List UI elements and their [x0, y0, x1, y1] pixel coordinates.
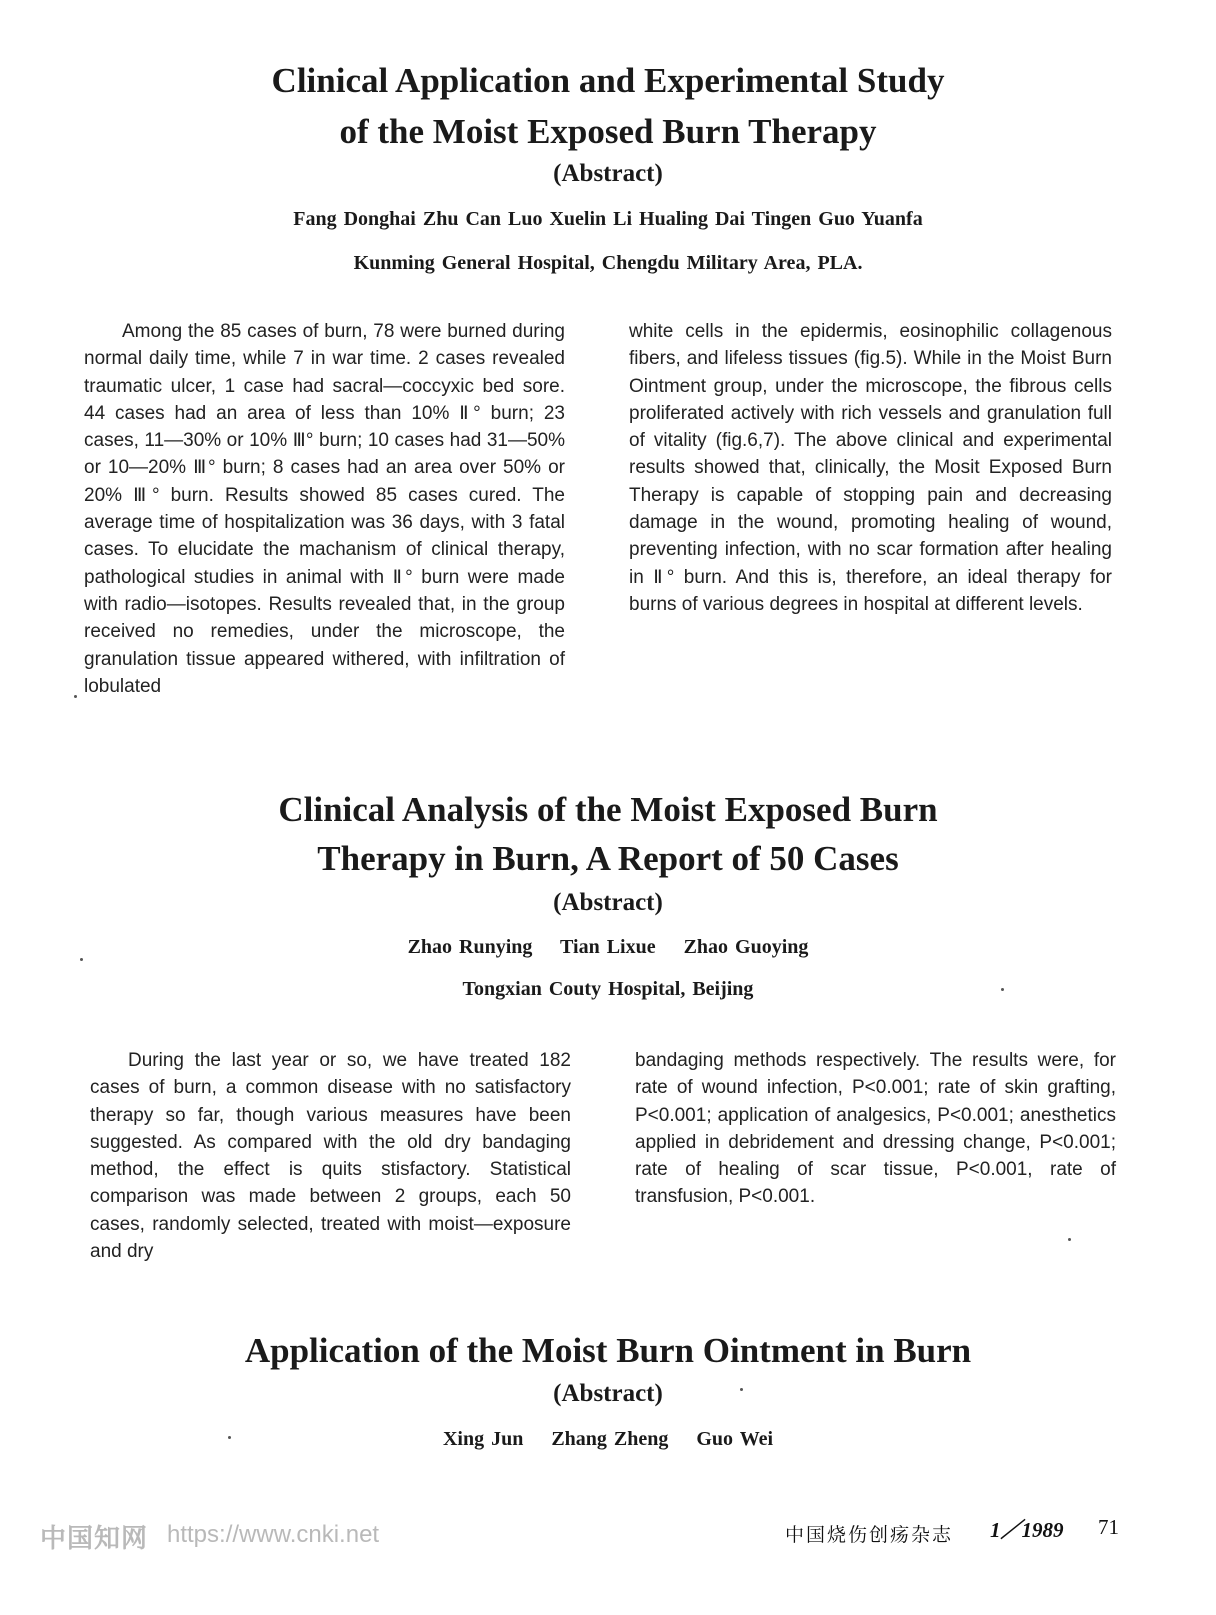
scan-speck	[80, 958, 83, 961]
issue-number: 1／1989	[990, 1518, 1064, 1542]
article1-abstract-label: (Abstract)	[553, 160, 663, 187]
scan-speck	[74, 695, 77, 698]
article2-authors: Zhao Runying Tian Lixue Zhao Guoying	[407, 936, 809, 958]
article2-abstract-label: (Abstract)	[553, 889, 663, 916]
article2-title-line1: Clinical Analysis of the Moist Exposed Burn	[278, 790, 938, 829]
scan-speck	[1001, 988, 1004, 991]
article3-abstract-label: (Abstract)	[553, 1380, 663, 1407]
scan-speck	[740, 1388, 743, 1391]
scan-speck	[1068, 1238, 1071, 1241]
article2-affiliation: Tongxian Couty Hospital, Beijing	[462, 978, 754, 1000]
article2-title-line2: Therapy in Burn, A Report of 50 Cases	[317, 839, 899, 878]
article2-column-right: bandaging methods respectively. The results were, for rate of wound infection, P<0.001; rate of skin grafting, P<0.001; application of analgesics, P<0.001; anesthetics applied in debridement and dressing change, P<0.001; rate of healing of scar tissue, P<0.001, rate of transfusion, P<0.001.	[635, 1050, 1116, 1208]
journal-name: 中国烧伤创疡杂志	[785, 1524, 954, 1546]
cnki-watermark-url: https://www.cnki.net	[167, 1521, 380, 1548]
article1-title-line2: of the Moist Exposed Burn Therapy	[339, 112, 877, 151]
article1-column-left: Among the 85 cases of burn, 78 were burned during normal daily time, while 7 in war time. 2 cases revealed traumatic ulcer, 1 case had sacral—coccyxic bed sore. 44 cases had an area of less than 10% Ⅱ° burn; 23 cases, 11—30% or 10% Ⅲ° burn; 10 cases had 31—50% or 10—20% Ⅲ° burn; 8 cases had an area over 50% or 20% Ⅲ° burn. Results showed 85 cases cured. The average time of hospitalization was 36 days, with 3 fatal cases. To elucidate the machanism of clinical therapy, pathological studies in animal with Ⅱ° burn were made with radio—isotopes. Results revealed that, in the group received no remedies, under the microscope, the granulation tissue appeared withered, with infiltration of lobulated	[84, 321, 565, 697]
article1-affiliation: Kunming General Hospital, Chengdu Military Area, PLA.	[353, 252, 863, 274]
article1-authors: Fang Donghai Zhu Can Luo Xuelin Li Hualing Dai Tingen Guo Yuanfa	[293, 208, 923, 230]
article1-column-right: white cells in the epidermis, eosinophilic collagenous fibers, and lifeless tissues (fig.5). While in the Moist Burn Ointment group, under the microscope, the fibrous cells proliferated actively with rich vessels and granulation full of vitality (fig.6,7). The above clinical and experimental results showed that, clinically, the Mosit Exposed Burn Therapy is capable of stopping pain and decreasing damage in the wound, promoting healing of wound, preventing infection, with no scar formation after healing in Ⅱ° burn. And this is, therefore, an ideal therapy for burns of various degrees in hospital at different levels.	[629, 321, 1112, 615]
page-number: 71	[1098, 1515, 1119, 1539]
cnki-watermark-logo: 中国知网	[40, 1524, 149, 1554]
scan-speck	[228, 1436, 231, 1439]
article1-title-line1: Clinical Application and Experimental Study	[271, 61, 945, 100]
article3-title: Application of the Moist Burn Ointment in Burn	[244, 1331, 972, 1370]
article3-authors: Xing Jun Zhang Zheng Guo Wei	[442, 1428, 774, 1450]
article2-column-left: During the last year or so, we have treated 182 cases of burn, a common disease with no satisfactory therapy so far, though various measures have been suggested. As compared with the old dry bandaging method, the effect is quits stisfactory. Statistical comparison was made between 2 groups, each 50 cases, randomly selected, treated with moist—exposure and dry	[90, 1050, 571, 1263]
